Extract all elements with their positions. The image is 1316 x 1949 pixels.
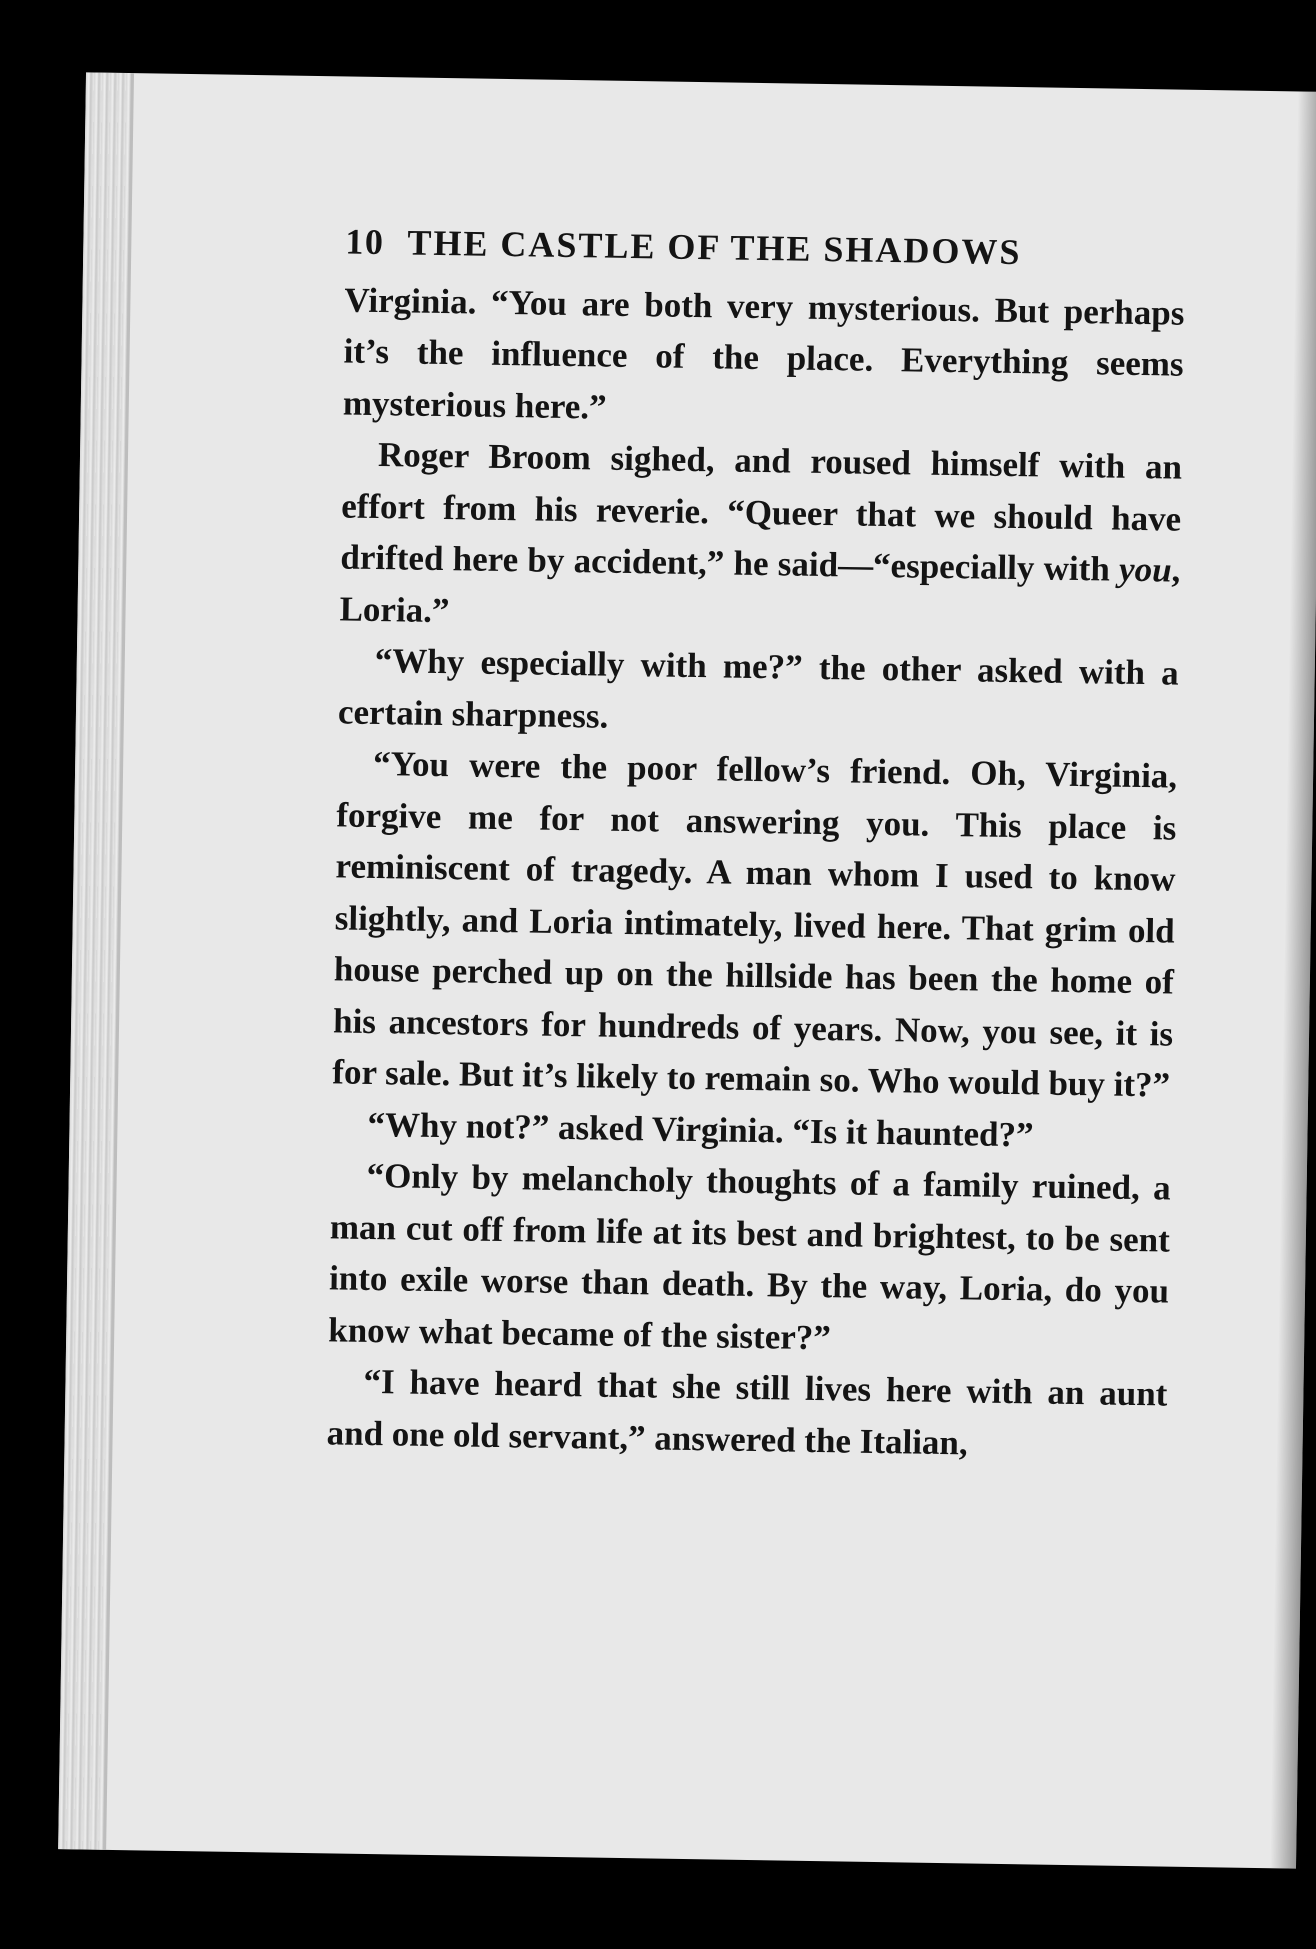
- paragraph-3: “Why especially with me?” the other asked with a certain sharpness.: [337, 640, 1180, 736]
- running-head: [345, 216, 1186, 281]
- paragraph-7: “I have heard that she still lives here with an aunt and one old servant,” answered the Italian,: [326, 1361, 1168, 1462]
- page-gutter: [58, 72, 132, 1850]
- paragraph-2: [339, 428, 1182, 647]
- paragraph-6: “Only by melancholy thoughts of a family ruined, a man cut off from life at its best and brightest, to be sent into exile worse than death. By the way, Loria, do you know what became of the sister?”: [328, 1155, 1171, 1357]
- page-number: 10: [345, 221, 385, 263]
- paragraph-1: Virginia. “You are both very mysterious. But perhaps it’s the influence of the place. Everything seems mysterious here.”: [342, 279, 1185, 427]
- page-text-block: [326, 216, 1185, 1471]
- paragraph-2-emphasis: you: [1118, 549, 1172, 590]
- running-title: THE CASTLE OF THE SHADOWS: [407, 222, 1022, 273]
- paragraph-5: “Why not?” asked Virginia. “Is it haunted?”: [367, 1104, 1034, 1154]
- paragraph-4: “You were the poor fellow’s friend. Oh, Virginia, forgive me for not answering you. This place is reminiscent of tragedy. A man whom I used to know slightly, and Loria intimately, lived here. That grim old house perched up on the hillside has been the home of his ancestors for hundreds of years. Now, you see, it is for sale. But it’s likely to remain so. Who would buy it?”: [332, 743, 1178, 1105]
- paragraph-2-text: Roger Broom sighed, and roused himself with an effort from his reverie. “Queer that we should have drifted here by accident,” he said—“especially with: [340, 435, 1183, 589]
- page-edge-shadow: [1270, 91, 1316, 1868]
- paragraph-2-tail: , Loria.”: [339, 550, 1181, 630]
- book-page: [58, 72, 1316, 1868]
